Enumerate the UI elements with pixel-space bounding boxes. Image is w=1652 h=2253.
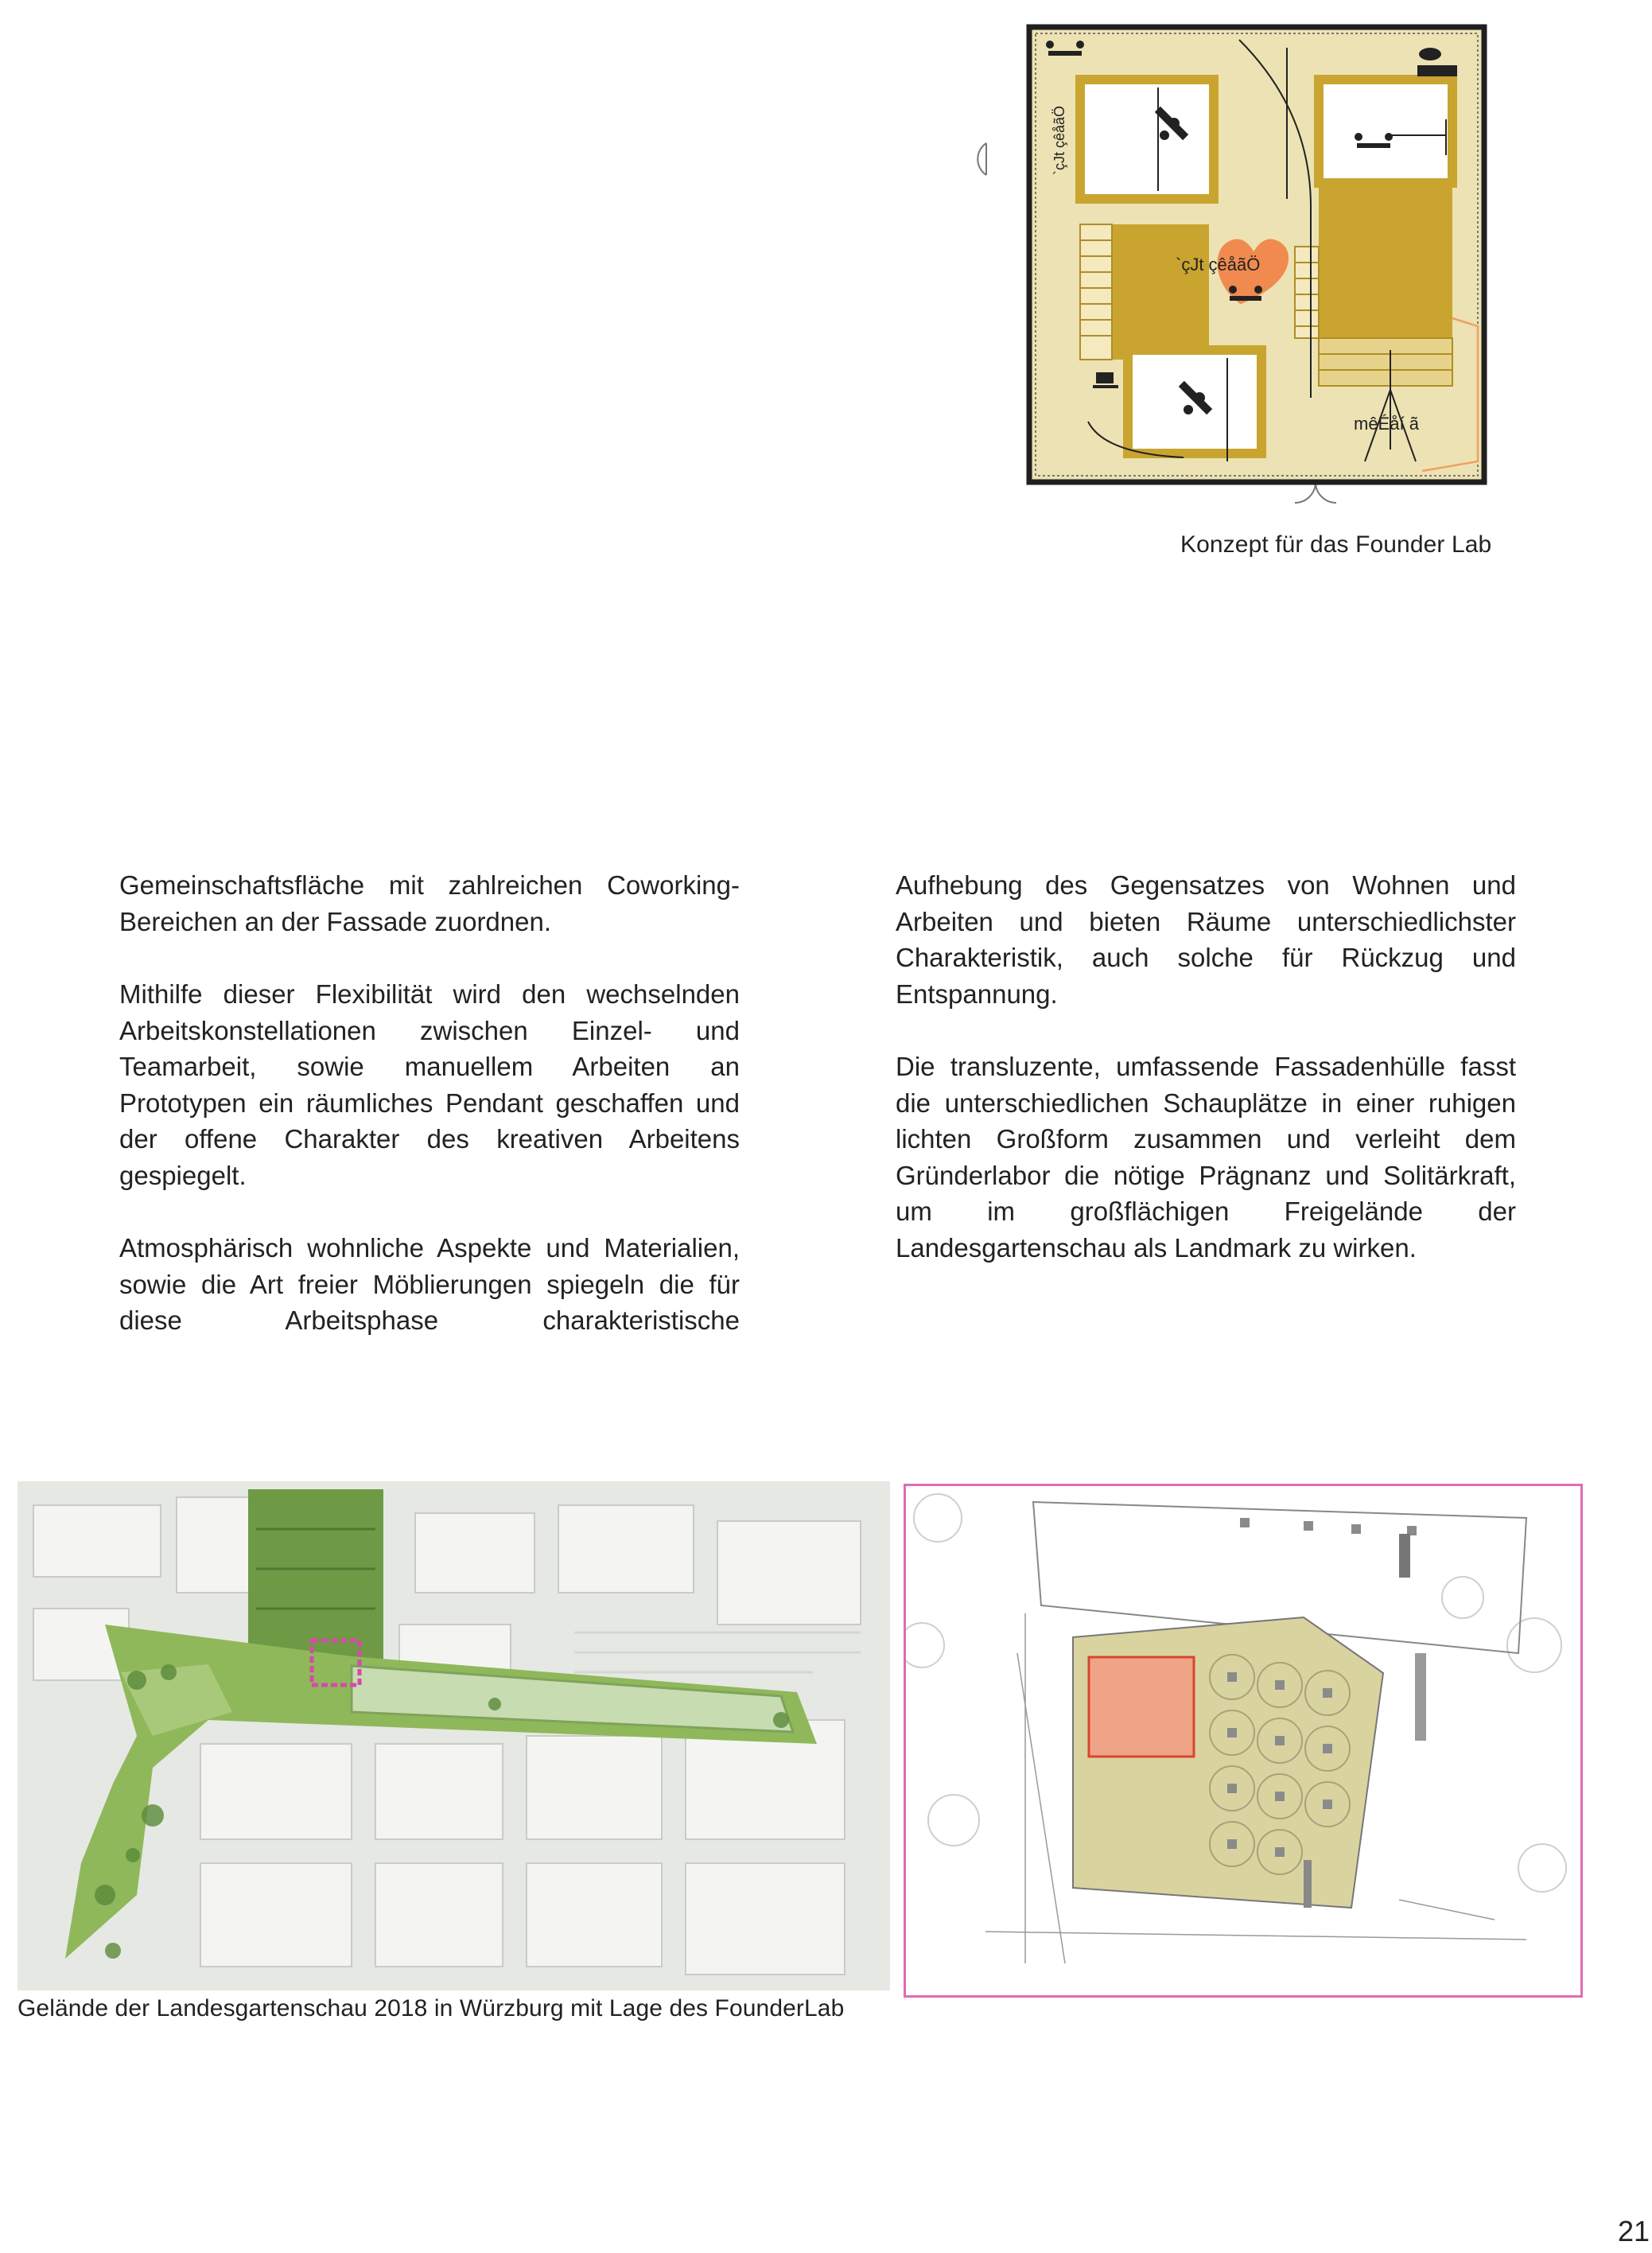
wall-block-left	[1112, 224, 1209, 360]
door-bottom-icon	[1295, 482, 1336, 503]
meeting-room-top	[1319, 80, 1452, 183]
stairs-left	[1080, 224, 1112, 360]
floorplan-figure	[977, 16, 1502, 517]
site-detail-drawing	[906, 1486, 1576, 1990]
site-aerial-drawing	[17, 1481, 890, 1990]
floorplan-caption: Konzept für das Founder Lab	[1180, 531, 1492, 558]
page-number: 21	[1618, 2215, 1650, 2247]
paragraph-right-2: Die transluzente, umfassende Fassadenhülle fasst die unterschiedlichen Schauplätze in einer ruhigen lichten Großform zusammen und verleiht dem Gründerlabor die nötige Prägnanz und Solitärkraft, um im großflächigen Freigelände der Landesgartenschau als Landmark zu wirken.	[896, 1052, 1516, 1263]
wall-block-right	[1319, 179, 1452, 338]
text-column-right	[896, 867, 1516, 1302]
paragraph-right-1: Aufhebung des Gegensatzes von Wohnen und Arbeiten und bieten Räume unterschiedlichster Charakteristik, auch solche für Rückzug und Entspannung.	[896, 870, 1516, 1009]
site-aerial-plan	[17, 1481, 890, 1990]
plan-label-center: `çJt çêåãÖ	[1176, 255, 1261, 274]
workshop-room-top	[1080, 80, 1214, 199]
paragraph-left-2: Mithilfe dieser Flexibilität wird den wechselnden Arbeitskonstellationen zwischen Einzel- und Teamarbeit, sowie manuellem Arbeiten an Prototypen ein räumliches Pendant geschaffen und der offene Charakter des kreativen Arbeitens gespiegelt.	[119, 979, 740, 1190]
plan-label-bottom: mêÉåí ã	[1354, 414, 1419, 434]
plan-label-side: `çJt çêåãÖ	[1051, 105, 1067, 175]
site-caption: Gelände der Landesgartenschau 2018 in Würzburg mit Lage des FounderLab	[17, 1995, 845, 2021]
paragraph-left-1: Gemeinschaftsfläche mit zahlreichen Coworking-Bereichen an der Fassade zuordnen.	[119, 870, 740, 936]
door-top-icon	[978, 143, 986, 175]
floorplan-drawing	[977, 16, 1502, 517]
site-detail-plan	[904, 1484, 1583, 1998]
text-column-left	[119, 867, 740, 1376]
paragraph-left-3: Atmosphärisch wohnliche Aspekte und Materialien, sowie die Art freier Möblierungen spiegeln die für diese Arbeitsphase charakteristische	[119, 1233, 740, 1335]
founderlab-building-footprint	[1089, 1657, 1194, 1757]
